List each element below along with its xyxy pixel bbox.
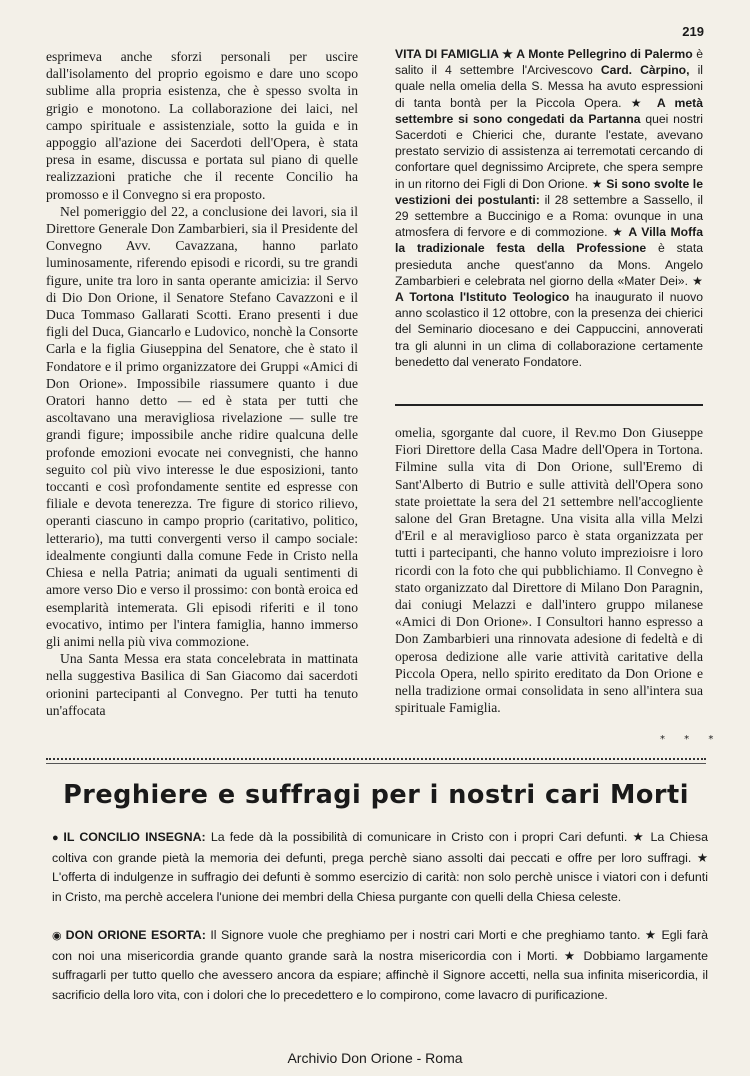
news-bold: Si sono svolte le vestizioni dei postulanti: [395,176,703,207]
right-column-continuation [395,424,703,716]
left-paragraph-2: Nel pomeriggio del 22, a conclusione dei lavori, sia il Direttore Generale Don Zambarbieri, sia il Presidente del Convegno Avv. Cavazzana, hanno parlato luminosamente, riferendo episodi e ricordi, su tre grandi figure, unite tra loro in santa operante amicizia: il Servo di Dio Don Orione, il Senatore Stefano Cavazzoni e il Duca Tommaso Gallarati Scotti. Erano presenti i due figli del Duca, Giancarlo e Ludovico, nonchè la Consorte Carla e la figlia Giuseppina del Senatore, che è stato il Fondatore e il primo organizzatore dei Gruppi «Amici di Don Orione». Impossibile riassumere quanto i due Oratori hanno detto — ed è stata per tutti che ascoltavano una meravigliosa rivelazione — sulle tre grandi figure; impossibile anche ridire qualcuna delle profonde emozioni evocate nei convegnisti, che hanno seguito col più vivo interesse le due esposizioni, tanto toccanti e così profondamente sentite ed espresse con filiale e devota tenerezza. Tre figure di storico rilievo, operanti ciascuno in campo proprio (caritativo, politico, letterario), ma tutti convergenti verso il campo sociale: idealmente congiunti dalla comune Fede in Cristo nella Chiesa e nella Patria; animati da uguali sentimenti di amore verso Dio e verso il prossimo: con bontà eroica ed esemplarità intemerata. Gli episodi riferiti e il tono evocativo, intimo per l'intera famiglia, hanno immerso gli animi nella più viva commozione. [46,203,358,649]
right-paragraph: omelia, sgorgante dal cuore, il Rev.mo Don Giuseppe Fiori Direttore della Casa Madre dell'Opera in Tortona. Filmine sulla vita di Don Orione, sull'Eremo di Sant'Alberto di Butrio e sulle attività dell'Opera sono state proiettate la sera del 21 settembre nell'accogliente salone del Gran Bretagne. Una visita alla villa Melzi d'Eril e al meraviglioso parco è stata organizzata per tutti i partecipanti, che hanno voluto imprezioisre i loro ricordi con la foto che qui pubblichiamo. Il Convegno è stato organizzato dal Direttore di Milano Don Paragnin, dai coniugi Melazzi e dall'intero gruppo milanese «Amici di Don Orione». I Consultori hanno espresso a Don Zambarbieri una rinnovata adesione di fedeltà e di operosa dedizione alle varie attività caritative della Piccola Opera, nello spirito ereditato da Don Orione e nella tradizione ormai consolidata in seno all'intera sua spirituale Famiglia. [395,425,703,716]
archive-footer: Archivio Don Orione - Roma [287,1050,463,1066]
left-column [46,48,358,719]
family-news-paragraph [395,46,703,370]
news-bold: A Tortona l'Istituto Teologico [395,290,570,305]
family-news-column [395,46,703,370]
news-text: è salito il 4 settembre l'Arcivescovo [395,47,704,78]
left-paragraph-1: esprimeva anche sforzi personali per uscire dall'isolamento del proprio egoismo e dare uno scopo sublime alla propria esistenza, che è spesso svolta in grigio e monotono. La collaborazione dei laici, nel campo spirituale e assistenziale, sotto la guida e in appoggio all'azione dei Sacerdoti dell'Opera, è stata presa in esame, discussa e portata sul piano di quelle realizzazioni pratiche che il recente Concilio ha promosso e il Convegno si era proposto. [46,49,358,202]
council-text: La fede dà la possibilità di comunicare in Cristo con i propri Cari defunti. ★ La Chiesa coltiva con grande pietà la memoria dei defunti, prega perchè siano assolti dai peccati e offre per loro suffragi. ★ L'offerta di indulgenze in suffragio dei defunti è sommo esercizio di carità: non solo perchè unisce i viatori con i defunti in Cristo, ma perchè accelera l'unione dei membri della Chiesa purgante con quelli della Chiesa celeste. [52,830,708,904]
news-bold: A Villa Moffa la tradizionale festa della Professione [395,225,703,256]
council-block [52,828,708,907]
don-orione-lead: DON ORIONE ESORTA: [65,928,206,942]
left-paragraph-3: Una Santa Messa era stata concelebrata in mattinata nella suggestiva Basilica di San Giacomo dai sacerdoti orionini partecipanti al Convegno. Per tutti ha tenuto un'affocata [46,651,358,718]
news-text: il quale nella omelia della S. Messa ha avuto espressioni di tanta bontà per la Piccola Opera. ★ [395,63,704,110]
don-orione-block [52,926,708,1005]
don-orione-text: Il Signore vuole che preghiamo per i nostri cari Morti e che preghiamo tanto. ★ Egli farà con noi una misericordia grande quanto grande sarà la nostra misericordia con i Morti. ★ Dobbiamo largamente suffragarli per tutto quello che avessero ancora da espiare; affinchè il Signore accetti, nella sua infinita misericordia, il sacrificio della loro vita, con i dolori che lo precedettero e lo compirono, come lavacro di purificazione. [52,928,708,1002]
news-bold: Card. Càrpino, [600,63,690,78]
section-title: Preghiere e suffragi per i nostri cari Morti [63,780,689,810]
end-mark: * * * [660,734,722,745]
bullet-icon: ● [52,832,61,844]
news-bold: A metà settembre si sono congedati da Partanna [395,95,703,126]
page-number: 219 [682,24,704,39]
news-text: il 28 settembre a Sassello, il 29 settembre a Buccinigo e a Roma: ovunque in una atmosfera di fervore e di commozione. ★ [395,192,704,240]
section-divider [46,758,706,764]
bullet-icon: ◉ [52,930,63,942]
news-text: quei nostri Sacerdoti e Chierici che, durante l'estate, avevano prestato servizio di assistenza ai terremotati cercando di confortare quel degnissimo Arciprete, che spera sempre in un ritorno dei Figli di Don Orione. ★ [395,111,703,191]
family-news-heading: VITA DI FAMIGLIA ★ A Monte Pellegrino di Palermo [395,47,693,61]
column-divider [395,404,703,406]
news-text: è stata presieduta anche quest'anno da Mons. Angelo Zambarbieri e celebrata nel giorno della «Mater Dei». ★ [395,241,703,288]
news-text: ha inaugurato il nuovo anno scolastico il 12 ottobre, con la presenza dei chierici del Seminario diocesano e dei Cappuccini, annoverati tra gli alunni in un clima di collaborazione certamente benedetto dal venerato Fondatore. [395,290,703,369]
council-lead: IL CONCILIO INSEGNA: [63,830,206,844]
